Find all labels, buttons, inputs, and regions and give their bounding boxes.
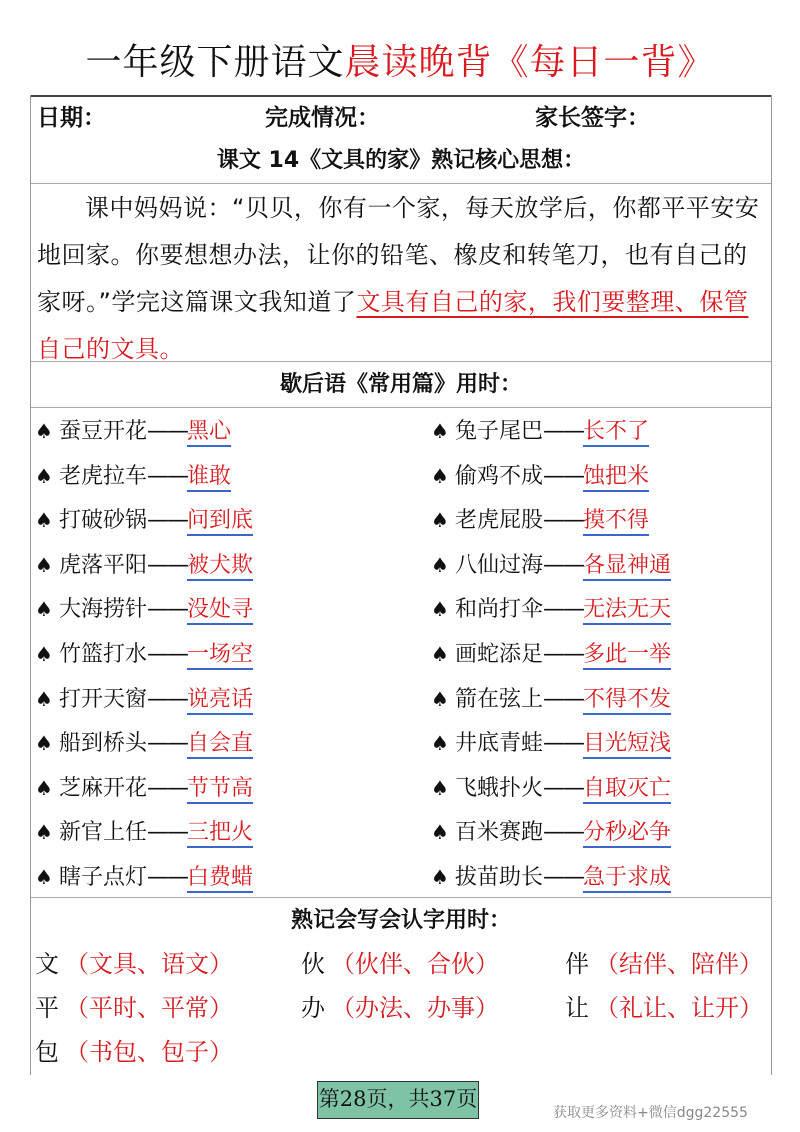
idiom-dash: —— [146,865,187,890]
idiom-answer: 摸不得 [583,508,649,536]
char-words: （文具、语文） [65,950,233,978]
idiom-dash: —— [146,731,187,757]
idiom-dash: —— [542,419,583,444]
idiom-item [431,684,671,715]
spade-bullet-icon: ♠ [431,463,449,488]
idiom-item [35,728,253,759]
idiom-answer: 白费蜡 [187,865,253,893]
idiom-answer: 说亮话 [187,687,253,715]
idiom-item [35,862,253,893]
lesson-heading: 课文 14《文具的家》熟记核心思想： [31,139,771,184]
spade-bullet-icon: ♠ [35,463,53,488]
lesson-paragraph [37,185,767,373]
idiom-item [35,550,253,581]
idiom-question: 飞蛾扑火 [454,775,543,801]
char-glyph: 包 [35,1038,59,1066]
idiom-question: 蚕豆开花 [58,419,147,444]
idiom-item [431,862,671,893]
idiom-dash: —— [542,463,583,489]
footer-note: 获取更多资料+微信dgg22555 [553,1105,748,1121]
idiom-question: 兔子尾巴 [454,419,543,444]
spade-bullet-icon: ♠ [431,731,449,756]
idiom-item [35,416,231,447]
idiom-item [431,817,671,848]
idiom-answer: 自会直 [187,731,253,759]
page-title [0,40,800,86]
idiom-item [431,773,671,804]
idiom-answer: 无法无天 [583,597,671,625]
idiom-question: 百米赛跑 [454,820,543,846]
spade-bullet-icon: ♠ [35,419,53,443]
char-words: （办法、办事） [331,994,499,1022]
idiom-dash: —— [146,552,187,578]
idiom-item [35,594,253,625]
idiom-dash: —— [542,731,583,757]
idiom-dash: —— [146,820,187,846]
char-words: （伙伴、合伙） [331,950,499,978]
page-number-badge: 第28页，共37页 [317,1081,479,1119]
idiom-dash: —— [542,686,583,712]
meta-row [31,95,771,140]
idiom-answer: 谁敢 [187,464,231,492]
idiom-item [431,550,671,581]
char-item [35,947,233,981]
idiom-item [431,639,671,670]
title-main: 一年级下册语文 [85,42,345,83]
idiom-question: 拔苗助长 [454,865,543,890]
idiom-answer: 各显神通 [583,553,671,581]
idiom-question: 虎落平阳 [58,552,147,578]
idiom-answer: 不得不发 [583,687,671,715]
idiom-item [35,639,253,670]
idiom-answer: 目光短浅 [583,731,671,759]
spade-bullet-icon: ♠ [35,820,53,845]
idiom-answer: 一场空 [187,642,253,670]
idiom-answer: 多此一举 [583,642,671,670]
idiom-answer: 被犬欺 [187,553,253,581]
idiom-item [431,505,649,536]
char-item [565,991,763,1025]
char-words: （结伴、陪伴） [595,950,763,978]
status-label: 完成情况： [265,105,380,131]
idiom-dash: —— [146,686,187,712]
idiom-answer: 节节高 [187,776,253,804]
spade-bullet-icon: ♠ [431,775,449,800]
idiom-item [35,684,253,715]
idiom-question: 新官上任 [58,820,147,846]
spade-bullet-icon: ♠ [35,552,53,577]
spade-bullet-icon: ♠ [431,642,449,666]
idiom-item [431,416,649,447]
idiom-dash: —— [542,642,583,667]
divider [31,897,771,898]
chars-heading: 熟记会写会认字用时： [31,899,771,943]
char-item [35,991,233,1025]
idiom-question: 井底青蛙 [454,731,543,757]
parent-sign-label: 家长签字： [535,105,650,131]
char-words: （礼让、让开） [595,994,763,1022]
char-words: （书包、包子） [65,1038,233,1066]
char-glyph: 办 [301,994,325,1022]
idiom-item [35,773,253,804]
idiom-answer: 黑心 [187,419,231,447]
char-glyph: 伙 [301,950,325,978]
char-item [301,947,499,981]
idiom-dash: —— [542,865,583,890]
idiom-answer: 自取灭亡 [583,776,671,804]
char-words: （平时、平常） [65,994,233,1022]
idiom-dash: —— [542,552,583,578]
idiom-dash: —— [146,419,187,444]
idiom-question: 画蛇添足 [454,642,543,667]
char-glyph: 让 [565,994,589,1022]
idiom-item [35,505,253,536]
char-item [565,947,763,981]
idiom-answer: 三把火 [187,820,253,848]
idiom-item [431,461,649,492]
idiom-question: 老虎拉车 [58,463,147,489]
char-item [35,1035,233,1069]
idiom-item [431,594,671,625]
idioms-heading: 歇后语《常用篇》用时： [31,363,771,408]
idiom-question: 瞎子点灯 [58,865,147,890]
worksheet [30,95,772,1075]
idiom-question: 八仙过海 [454,552,543,578]
idiom-dash: —— [542,508,583,534]
idiom-answer: 分秒必争 [583,820,671,848]
idiom-question: 打开天窗 [58,686,147,712]
spade-bullet-icon: ♠ [35,642,53,666]
spade-bullet-icon: ♠ [431,552,449,577]
idiom-item [35,817,253,848]
spade-bullet-icon: ♠ [431,419,449,443]
spade-bullet-icon: ♠ [35,731,53,756]
spade-bullet-icon: ♠ [35,865,53,889]
idiom-dash: —— [146,508,187,534]
idiom-answer: 长不了 [583,419,649,447]
idiom-answer: 没处寻 [187,597,253,625]
char-glyph: 平 [35,994,59,1022]
idiom-item [431,728,671,759]
idiom-question: 大海捞针 [58,597,147,623]
idiom-dash: —— [542,775,583,801]
idiom-question: 偷鸡不成 [454,463,543,489]
idiom-dash: —— [542,597,583,623]
date-label: 日期： [37,105,106,131]
idiom-dash: —— [146,597,187,623]
idiom-question: 竹篮打水 [58,642,147,667]
idiom-question: 打破砂锅 [58,508,147,534]
idiom-dash: —— [542,820,583,846]
lesson-key-point: 文具有自己的家，我们要整理、保管自己的文具。 [37,288,749,363]
char-glyph: 伴 [565,950,589,978]
spade-bullet-icon: ♠ [35,508,53,533]
idiom-dash: —— [146,775,187,801]
spade-bullet-icon: ♠ [431,508,449,533]
divider [31,361,771,362]
spade-bullet-icon: ♠ [35,775,53,800]
idiom-answer: 蚀把米 [583,464,649,492]
idiom-question: 箭在弦上 [454,686,543,712]
char-item [301,991,499,1025]
spade-bullet-icon: ♠ [35,597,53,622]
idiom-dash: —— [146,463,187,489]
idiom-answer: 急于求成 [583,865,671,893]
spade-bullet-icon: ♠ [35,686,53,711]
spade-bullet-icon: ♠ [431,820,449,845]
idiom-answer: 问到底 [187,508,253,536]
spade-bullet-icon: ♠ [431,597,449,622]
title-highlight: 晨读晚背《每日一背》 [344,42,715,83]
idiom-question: 和尚打伞 [454,597,543,623]
char-glyph: 文 [35,950,59,978]
idiom-dash: —— [146,642,187,667]
idiom-question: 船到桥头 [58,731,147,757]
spade-bullet-icon: ♠ [431,686,449,711]
spade-bullet-icon: ♠ [431,865,449,889]
idiom-question: 老虎屁股 [454,508,543,534]
idiom-question: 芝麻开花 [58,775,147,801]
idiom-item [35,461,231,492]
lesson-text: 课中妈妈说：“贝贝，你有一个家，每天放学后，你都平平安安地回家。你要想想办法，让你的铅笔、橡皮和转笔刀，也有自己的家呀。”学完这篇课文我知道了 [37,194,760,316]
